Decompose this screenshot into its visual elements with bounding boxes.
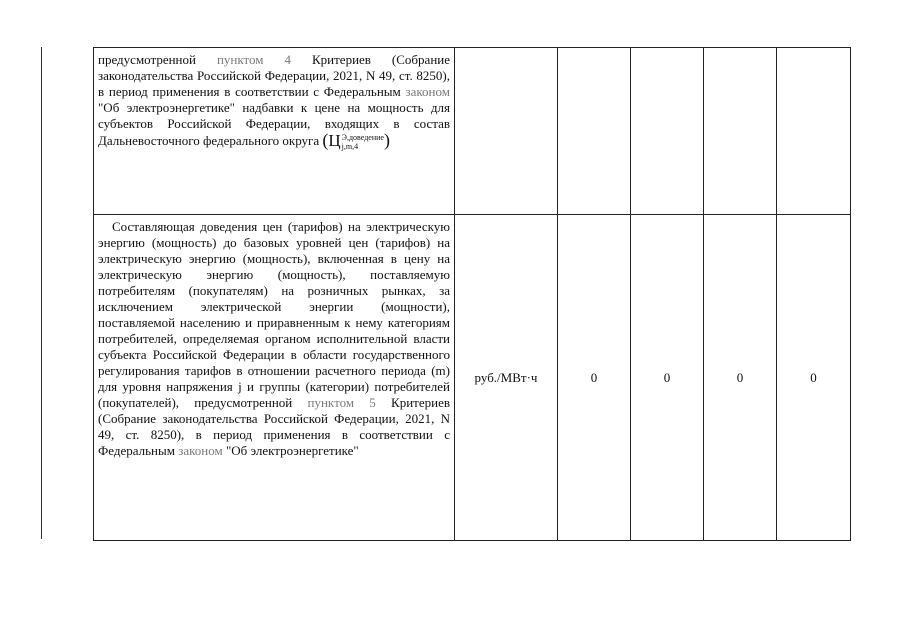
formula-symbol: Ц: [328, 131, 341, 150]
row-description: [94, 48, 455, 215]
value-cell-3: 0: [704, 215, 777, 541]
formula: [322, 130, 390, 151]
unit-cell: [455, 48, 558, 215]
law-link[interactable]: законом: [178, 443, 223, 458]
description-text: "Об электроэнергетике" надбавки к цене на мощность для субъектов Российской Федерации, входящих в состав Дальневосточного федерального округа: [98, 100, 450, 148]
row-description: [94, 215, 455, 541]
description-text: предусмотренной: [98, 52, 217, 67]
description-text: Составляющая доведения цен (тарифов) на электрическую энергию (мощность) до базовых уровней цен (тарифов) на электрическую энергию (мощность), включенная в цену на электрическую энергию (мощность), поставляемую потребителям (покупателям) на розничных рынках, за исключением электрической энергии (мощности), поставляемой населению и приравненным к нему категориям потребителей, определяемая органом исполнительной власти субъекта Российской Федерации в области государственного регулирования тарифов в отношении расчетного периода (m) для уровня напряжения j и группы (категории) потребителей (покупателей), предусмотренной: [98, 219, 450, 410]
page-margin-line: [41, 47, 42, 539]
description-text: Критериев (Собрание законодательства Российской Федерации, 2021, N 49, ст. 8250), в период применения в соответствии с Федеральным: [98, 395, 450, 458]
value-cell-1: 0: [558, 215, 631, 541]
value-cell-2: 0: [631, 215, 704, 541]
formula-subscript: j,m,4: [341, 142, 359, 151]
formula-open-paren: (: [322, 130, 329, 150]
formula-indices: [342, 133, 384, 151]
unit-cell: руб./МВт·ч: [455, 215, 558, 541]
table-row: [94, 215, 851, 541]
criteria-table: [93, 47, 851, 541]
value-cell-3: [704, 48, 777, 215]
value-cell-1: [558, 48, 631, 215]
law-link[interactable]: законом: [405, 84, 450, 99]
clause-link[interactable]: пунктом 4: [216, 52, 292, 67]
value-cell-2: [631, 48, 704, 215]
table-row: [94, 48, 851, 215]
value-cell-4: [777, 48, 851, 215]
value-cell-4: 0: [777, 215, 851, 541]
description-text: Критериев (Собрание законодательства Российской Федерации, 2021, N 49, ст. 8250), в период применения в соответствии с Федеральным: [98, 52, 450, 99]
clause-link[interactable]: пунктом 5: [307, 395, 376, 410]
description-text: "Об электроэнергетике": [222, 443, 359, 458]
formula-close-paren: ): [383, 130, 390, 150]
formula-superscript: Э,доведение: [341, 133, 384, 142]
